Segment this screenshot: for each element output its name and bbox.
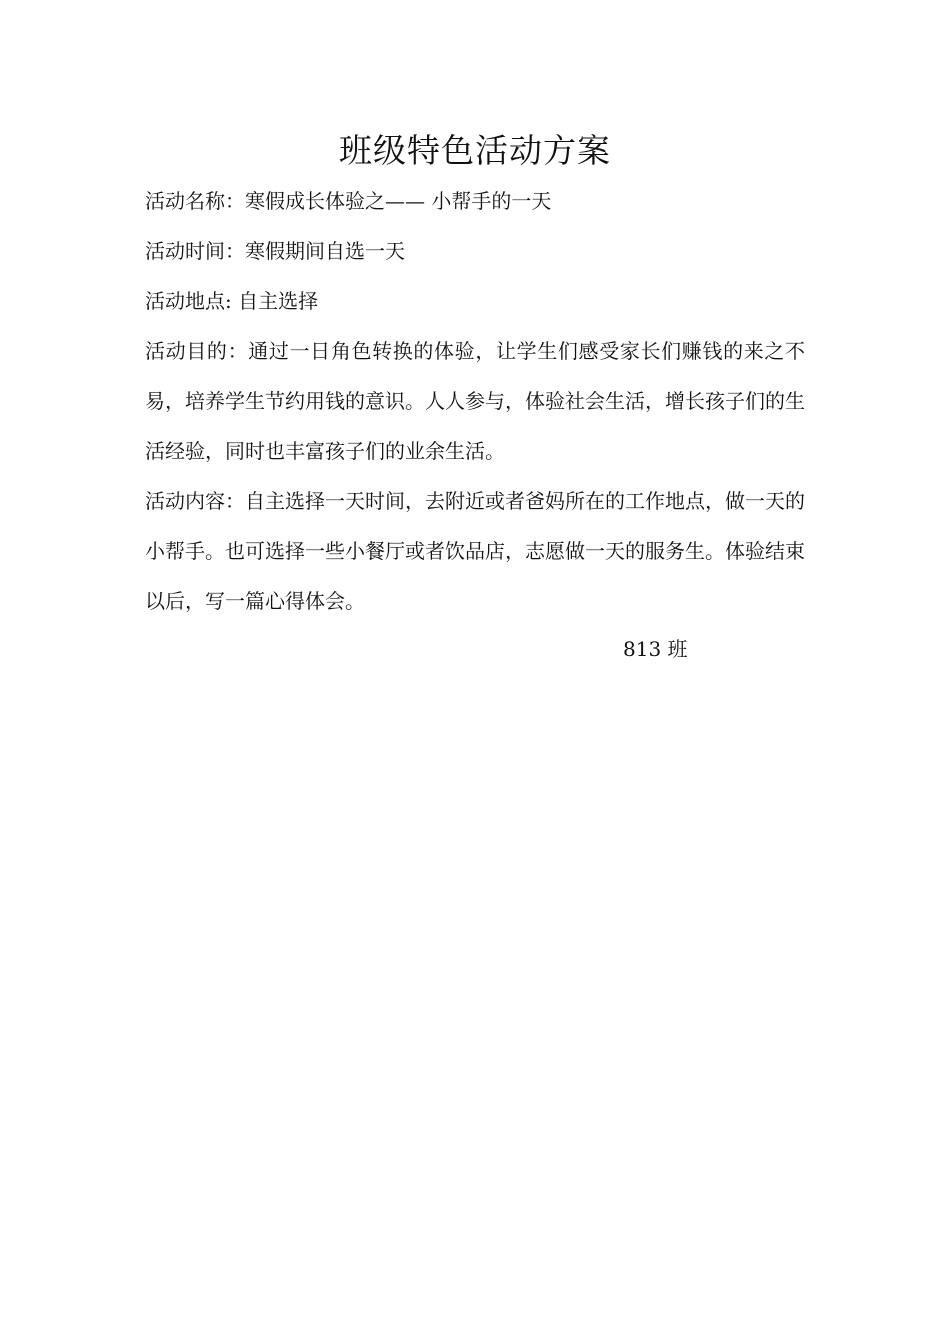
activity-time-field	[145, 226, 805, 276]
activity-content-value: 自主选择一天时间，去附近或者爸妈所在的工作地点，做一天的小帮手。也可选择一些小餐厅或者饮品店，志愿做一天的服务生。体验结束以后，写一篇心得体会。	[145, 489, 805, 613]
activity-purpose-field	[145, 326, 805, 476]
activity-name-label: 活动名称：	[145, 189, 245, 213]
document-body	[145, 176, 805, 626]
activity-name-field	[145, 176, 805, 226]
activity-content-field	[145, 476, 805, 626]
class-signature: 813 班	[623, 637, 688, 661]
activity-time-label: 活动时间：	[145, 239, 245, 263]
activity-time-value: 寒假期间自选一天	[245, 239, 405, 263]
activity-location-field	[145, 276, 805, 326]
document-title: 班级特色活动方案	[339, 131, 611, 170]
activity-location-value: 自主选择	[238, 289, 319, 313]
activity-content-label: 活动内容：	[145, 489, 245, 513]
activity-location-label: 活动地点:	[145, 289, 239, 313]
activity-purpose-value: 通过一日角色转换的体验，让学生们感受家长们赚钱的来之不易，培养学生节约用钱的意识。人人参与，体验社会生活，增长孩子们的生活经验，同时也丰富孩子们的业余生活。	[145, 339, 806, 463]
activity-name-value: 寒假成长体验之—— 小帮手的一天	[245, 189, 552, 213]
activity-purpose-label: 活动目的：	[145, 339, 249, 363]
